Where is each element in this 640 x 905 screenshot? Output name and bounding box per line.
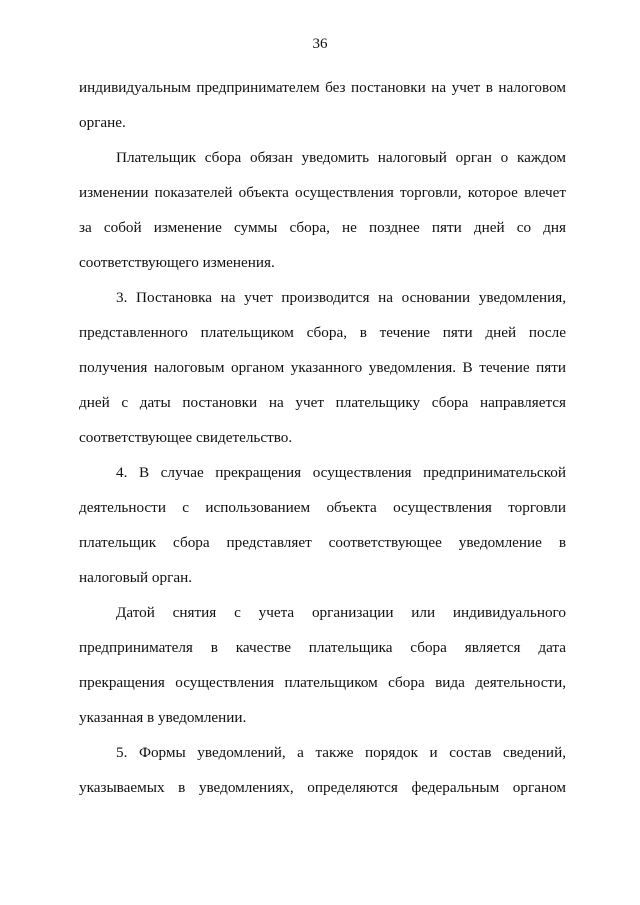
text-line: дней с даты постановки на учет плательщику сбора направляется	[79, 394, 566, 411]
text-line: плательщик сбора представляет соответствующее уведомление в	[79, 534, 566, 551]
text-line: прекращения осуществления плательщиком сбора вида деятельности,	[79, 674, 566, 691]
text-line: 5. Формы уведомлений, а также порядок и состав сведений,	[116, 744, 566, 761]
text-line: за собой изменение суммы сбора, не позднее пяти дней со дня	[79, 219, 566, 236]
text-line: органе.	[79, 114, 126, 131]
text-line: указываемых в уведомлениях, определяются федеральным органом	[79, 779, 566, 796]
text-line: индивидуальным предпринимателем без постановки на учет в налоговом	[79, 79, 566, 96]
text-line: соответствующего изменения.	[79, 254, 275, 271]
text-line: Плательщик сбора обязан уведомить налоговый орган о каждом	[116, 149, 566, 166]
text-line: деятельности с использованием объекта осуществления торговли	[79, 499, 566, 516]
page-number: 36	[312, 36, 328, 52]
text-line: изменении показателей объекта осуществления торговли, которое влечет	[79, 184, 566, 201]
text-line: соответствующее свидетельство.	[79, 429, 293, 446]
text-line: представленного плательщиком сбора, в течение пяти дней после	[79, 324, 566, 341]
text-line: предпринимателя в качестве плательщика сбора является дата	[79, 639, 566, 656]
document-body	[79, 70, 566, 805]
text-line: 4. В случае прекращения осуществления предпринимательской	[116, 464, 566, 481]
text-line: Датой снятия с учета организации или индивидуального	[116, 604, 566, 621]
text-line: получения налоговым органом указанного уведомления. В течение пяти	[79, 359, 566, 376]
text-line: указанная в уведомлении.	[79, 709, 247, 726]
text-line: 3. Постановка на учет производится на основании уведомления,	[116, 289, 566, 306]
text-line: налоговый орган.	[79, 569, 193, 586]
